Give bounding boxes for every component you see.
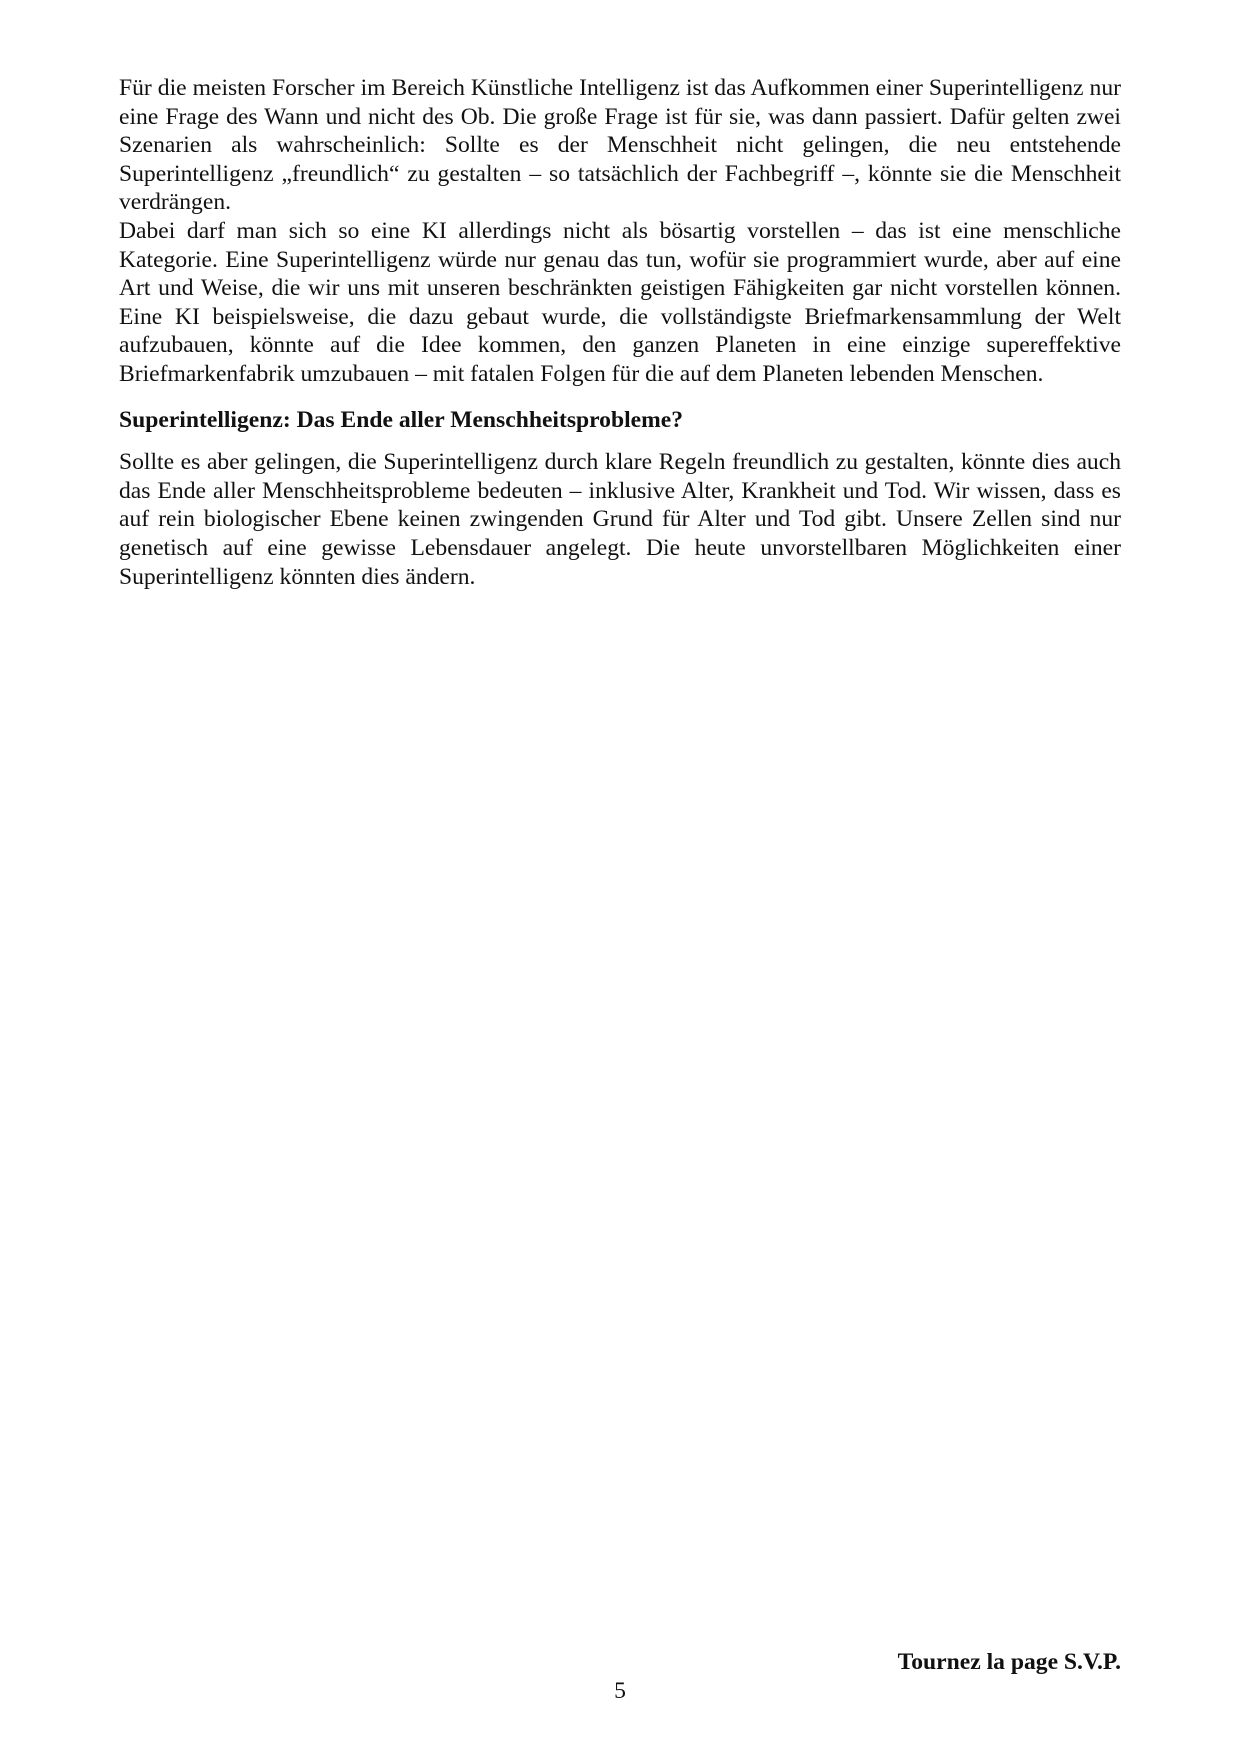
main-content: [119, 74, 1121, 591]
turn-page-note: Tournez la page S.V.P.: [897, 1649, 1121, 1675]
body-paragraph-2: Dabei darf man sich so eine KI allerdings nicht als bösartig vorstellen – das ist eine menschliche Kategorie. Eine Superintelligenz würde nur genau das tun, wofür sie programmiert wurde, aber auf eine Art und Weise, die wir uns mit unseren beschränkten geistigen Fähigkeiten gar nicht vorstellen können. Eine KI beispielsweise, die dazu gebaut wurde, die vollständigste Briefmarkensammlung der Welt aufzubauen, könnte auf die Idee kommen, den ganzen Planeten in eine einzige supereffektive Briefmarkenfabrik umzubauen – mit fatalen Folgen für die auf dem Planeten lebenden Menschen.: [119, 217, 1121, 387]
body-paragraph-3: Sollte es aber gelingen, die Superintelligenz durch klare Regeln freundlich zu gestalten, könnte dies auch das Ende aller Menschheitsprobleme bedeuten – inklusive Alter, Krankheit und Tod. Wir wissen, dass es auf rein biologischer Ebene keinen zwingenden Grund für Alter und Tod gibt. Unsere Zellen sind nur genetisch auf eine gewisse Lebensdauer angelegt. Die heute unvorstellbaren Möglichkeiten einer Superintelligenz könnten dies ändern.: [119, 449, 1121, 590]
body-paragraph-1: Für die meisten Forscher im Bereich Künstliche Intelligenz ist das Aufkommen einer Superintelligenz nur eine Frage des Wann und nicht des Ob. Die große Frage ist für sie, was dann passiert. Dafür gelten zwei Szenarien als wahrscheinlich: Sollte es der Menschheit nicht gelingen, die neu entstehende Superintelligenz „freundlich“ zu gestalten – so tatsächlich der Fachbegriff –, könnte sie die Menschheit verdrängen.: [119, 75, 1121, 216]
page-number: 5: [614, 1678, 626, 1704]
section-heading: Superintelligenz: Das Ende aller Menschheitsprobleme?: [119, 406, 684, 433]
